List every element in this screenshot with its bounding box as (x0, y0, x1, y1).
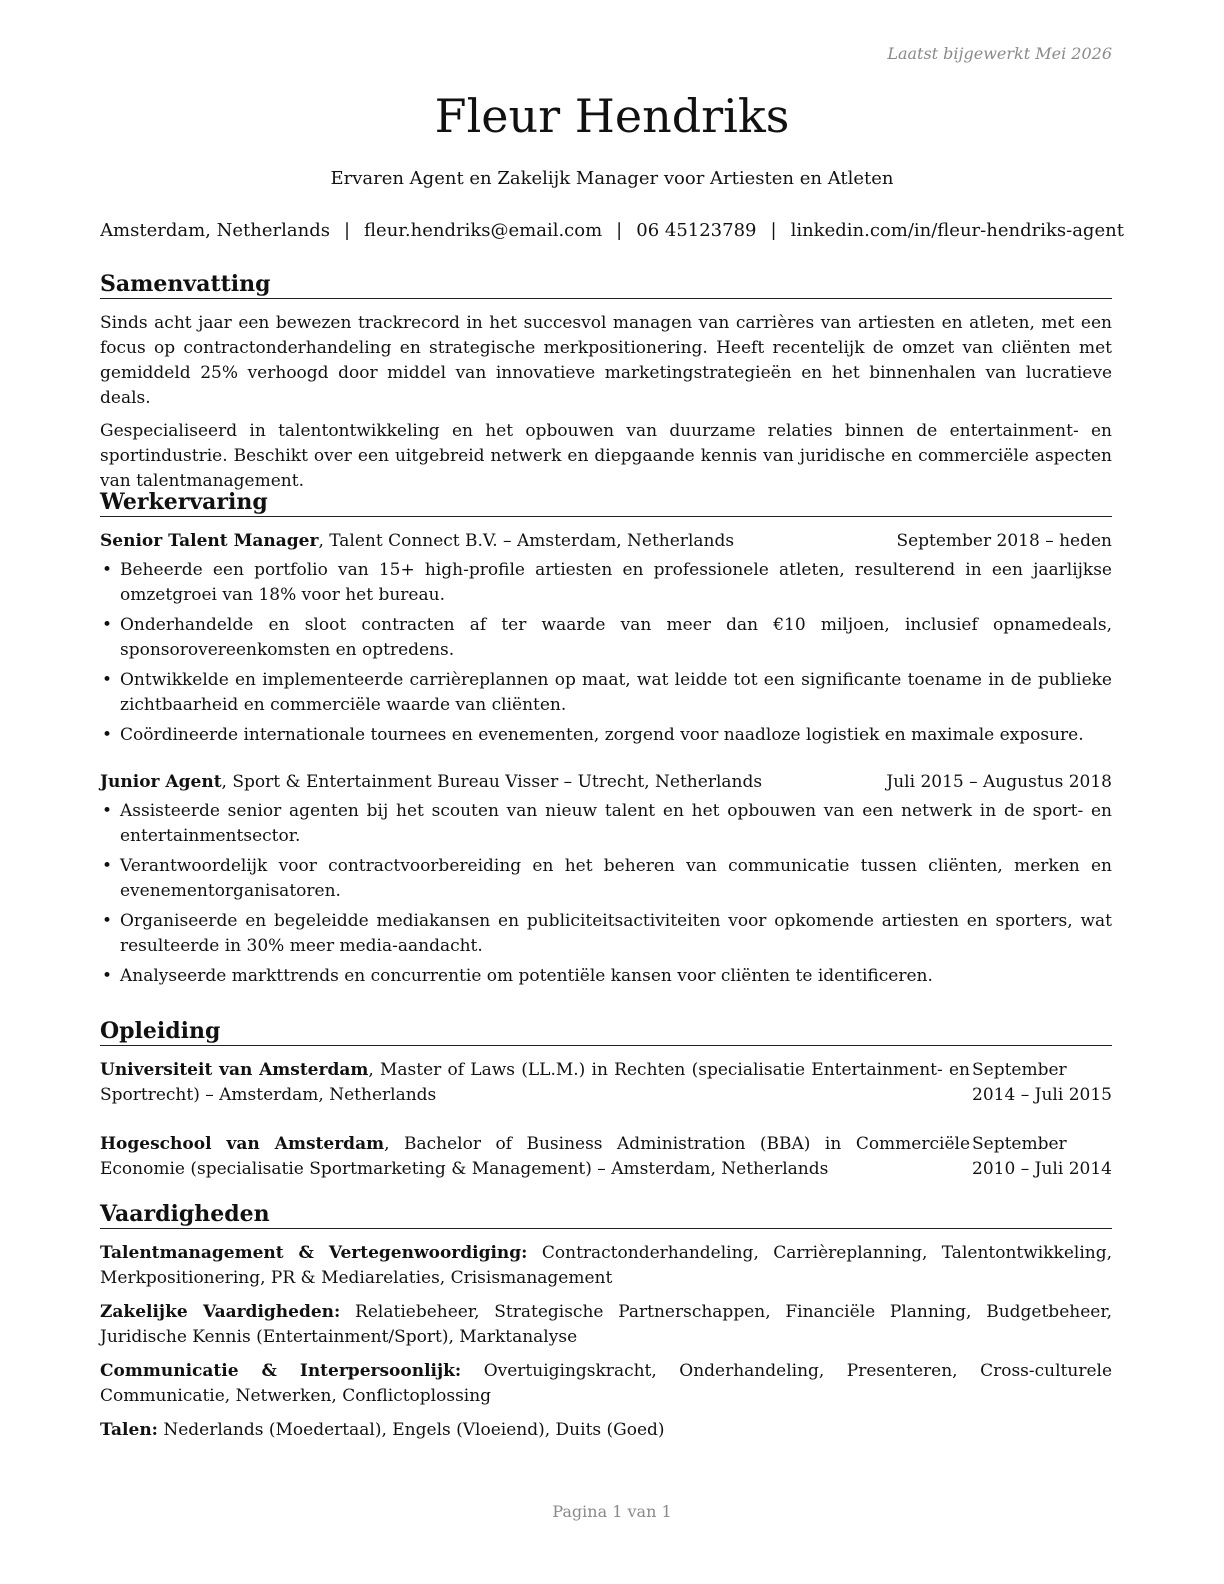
education-entry (100, 1058, 1112, 1108)
job-bullet: • Coördineerde internationale tournees en evenementen, zorgend voor naadloze logistiek en maximale exposure. (100, 723, 1112, 748)
job-title-line (100, 529, 734, 554)
job-bullet: • Verantwoordelijk voor contractvoorbereiding en het beheren van communicatie tussen cliënten, merken en evenementorganisatoren. (100, 854, 1112, 904)
page-number: Pagina 1 van 1 (552, 1502, 672, 1521)
summary-paragraph: Sinds acht jaar een bewezen trackrecord in het succesvol managen van carrières van artiesten en atleten, met een focus op contractonderhandeling en strategische merkpositionering. Heeft recentelijk de omzet van cliënten met gemiddeld 25% verhoogd door middel van innovatieve marketingstrategieën en het binnenhalen van lucratieve deals. (100, 313, 1112, 408)
skill-text: Relatiebeheer, Strategische Partnerschappen, Financiële Planning, Budgetbeheer, Juridische Kennis (Entertainment/Sport), Marktanalyse (100, 1302, 1112, 1347)
experience-section (100, 488, 1112, 994)
skills-section (100, 1200, 1112, 1452)
skill-text: Overtuigingskracht, Onderhandeling, Presenteren, Cross-culturele Communicatie, Netwerken, Conflictoplossing (100, 1361, 1113, 1406)
skill-label: Communicatie & Interpersoonlijk: (100, 1361, 462, 1381)
candidate-name: Fleur Hendriks (434, 89, 790, 143)
job-title-line (100, 770, 762, 795)
job-bullets (100, 799, 1112, 989)
job-org: , Talent Connect B.V. – Amsterdam, Netherlands (318, 531, 735, 551)
summary-paragraph: Gespecialiseerd in talentontwikkeling en het opbouwen van duurzame relaties binnen de entertainment- en sportindustrie. Beschikt over een uitgebreid netwerk en diepgaande kennis van juridische en commerciële aspecten van talentmanagement. (100, 421, 1112, 491)
job-entry (100, 770, 1112, 989)
job-bullet: • Assisteerde senior agenten bij het scouten van nieuw talent en het opbouwen van een netwerk in de sport- en entertainmentsector. (100, 799, 1112, 849)
job-bullet: • Onderhandelde en sloot contracten af ter waarde van meer dan €10 miljoen, inclusief opnamedeals, sponsorovereenkomsten en optredens. (100, 613, 1112, 663)
job-bullet: • Ontwikkelde en implementeerde carrièreplannen op maat, wat leidde tot een significante toename in de publieke zichtbaarheid en commerciële waarde van cliënten. (100, 668, 1112, 718)
section-heading: Samenvatting (100, 270, 1112, 299)
job-bullet: • Analyseerde markttrends en concurrentie om potentiële kansen voor cliënten te identificeren. (100, 964, 1112, 989)
education-dates: September 2010 – Juli 2014 (972, 1134, 1112, 1179)
section-heading: Werkervaring (100, 488, 1112, 517)
education-description (100, 1132, 970, 1182)
skill-line (100, 1241, 1112, 1291)
job-role: Junior Agent (100, 772, 222, 792)
skill-text: Contractonderhandeling, Carrièreplanning, Talentontwikkeling, Merkpositionering, PR & Mediarelaties, Crisismanagement (100, 1243, 1112, 1288)
contact-separator: | (616, 220, 623, 241)
job-bullet: • Organiseerde en begeleidde mediakansen en publiciteitsactiviteiten voor opkomende artiesten en sporters, wat resulteerde in 30% meer media-aandacht. (100, 909, 1112, 959)
job-entry (100, 529, 1112, 748)
education-description (100, 1058, 970, 1108)
contact-phone: 06 45123789 (636, 220, 757, 241)
candidate-title: Ervaren Agent en Zakelijk Manager voor Artiesten en Atleten (330, 168, 894, 189)
skill-line (100, 1300, 1112, 1350)
section-heading: Vaardigheden (100, 1200, 1112, 1229)
job-header (100, 529, 1112, 554)
job-dates: September 2018 – heden (896, 531, 1112, 551)
contact-linkedin[interactable]: linkedin.com/in/fleur-hendriks-agent (790, 220, 1124, 241)
summary-section (100, 270, 1112, 502)
contact-line (0, 218, 1224, 244)
skill-label: Talen: (100, 1420, 158, 1440)
contact-location: Amsterdam, Netherlands (100, 220, 330, 241)
job-dates: Juli 2015 – Augustus 2018 (886, 772, 1112, 792)
contact-separator: | (343, 220, 351, 241)
education-entry (100, 1132, 1112, 1182)
skill-label: Zakelijke Vaardigheden: (100, 1302, 341, 1322)
job-org: , Sport & Entertainment Bureau Visser – Utrecht, Netherlands (221, 772, 763, 792)
job-bullet: • Beheerde een portfolio van 15+ high-profile artiesten en professionele atleten, resulterend in een jaarlijkse omzetgroei van 18% voor het bureau. (100, 558, 1112, 608)
section-heading: Opleiding (100, 1017, 1112, 1046)
education-school: Hogeschool van Amsterdam (100, 1134, 385, 1154)
job-header (100, 770, 1112, 795)
skill-text: Nederlands (Moedertaal), Engels (Vloeiend), Duits (Goed) (157, 1420, 665, 1440)
last-updated: Laatst bijgewerkt Mei 2026 (887, 44, 1112, 63)
job-bullets (100, 558, 1112, 748)
job-role: Senior Talent Manager (100, 531, 319, 551)
contact-separator: | (770, 220, 777, 241)
skill-line (100, 1359, 1112, 1409)
education-school: Universiteit van Amsterdam (100, 1060, 369, 1080)
education-detail: , Master of Laws (LL.M.) in Rechten (specialisatie Entertainment- en Sportrecht) – Amsterdam, Netherlands (100, 1060, 970, 1105)
skill-label: Talentmanagement & Vertegenwoordiging: (100, 1243, 528, 1263)
skill-line (100, 1418, 1112, 1443)
contact-email[interactable]: fleur.hendriks@email.com (364, 220, 603, 241)
education-section (100, 1017, 1112, 1206)
education-dates: September 2014 – Juli 2015 (972, 1060, 1112, 1105)
education-detail: , Bachelor of Business Administration (BBA) in Commerciële Economie (specialisatie Sportmarketing & Management) – Amsterdam, Netherlands (100, 1134, 971, 1179)
